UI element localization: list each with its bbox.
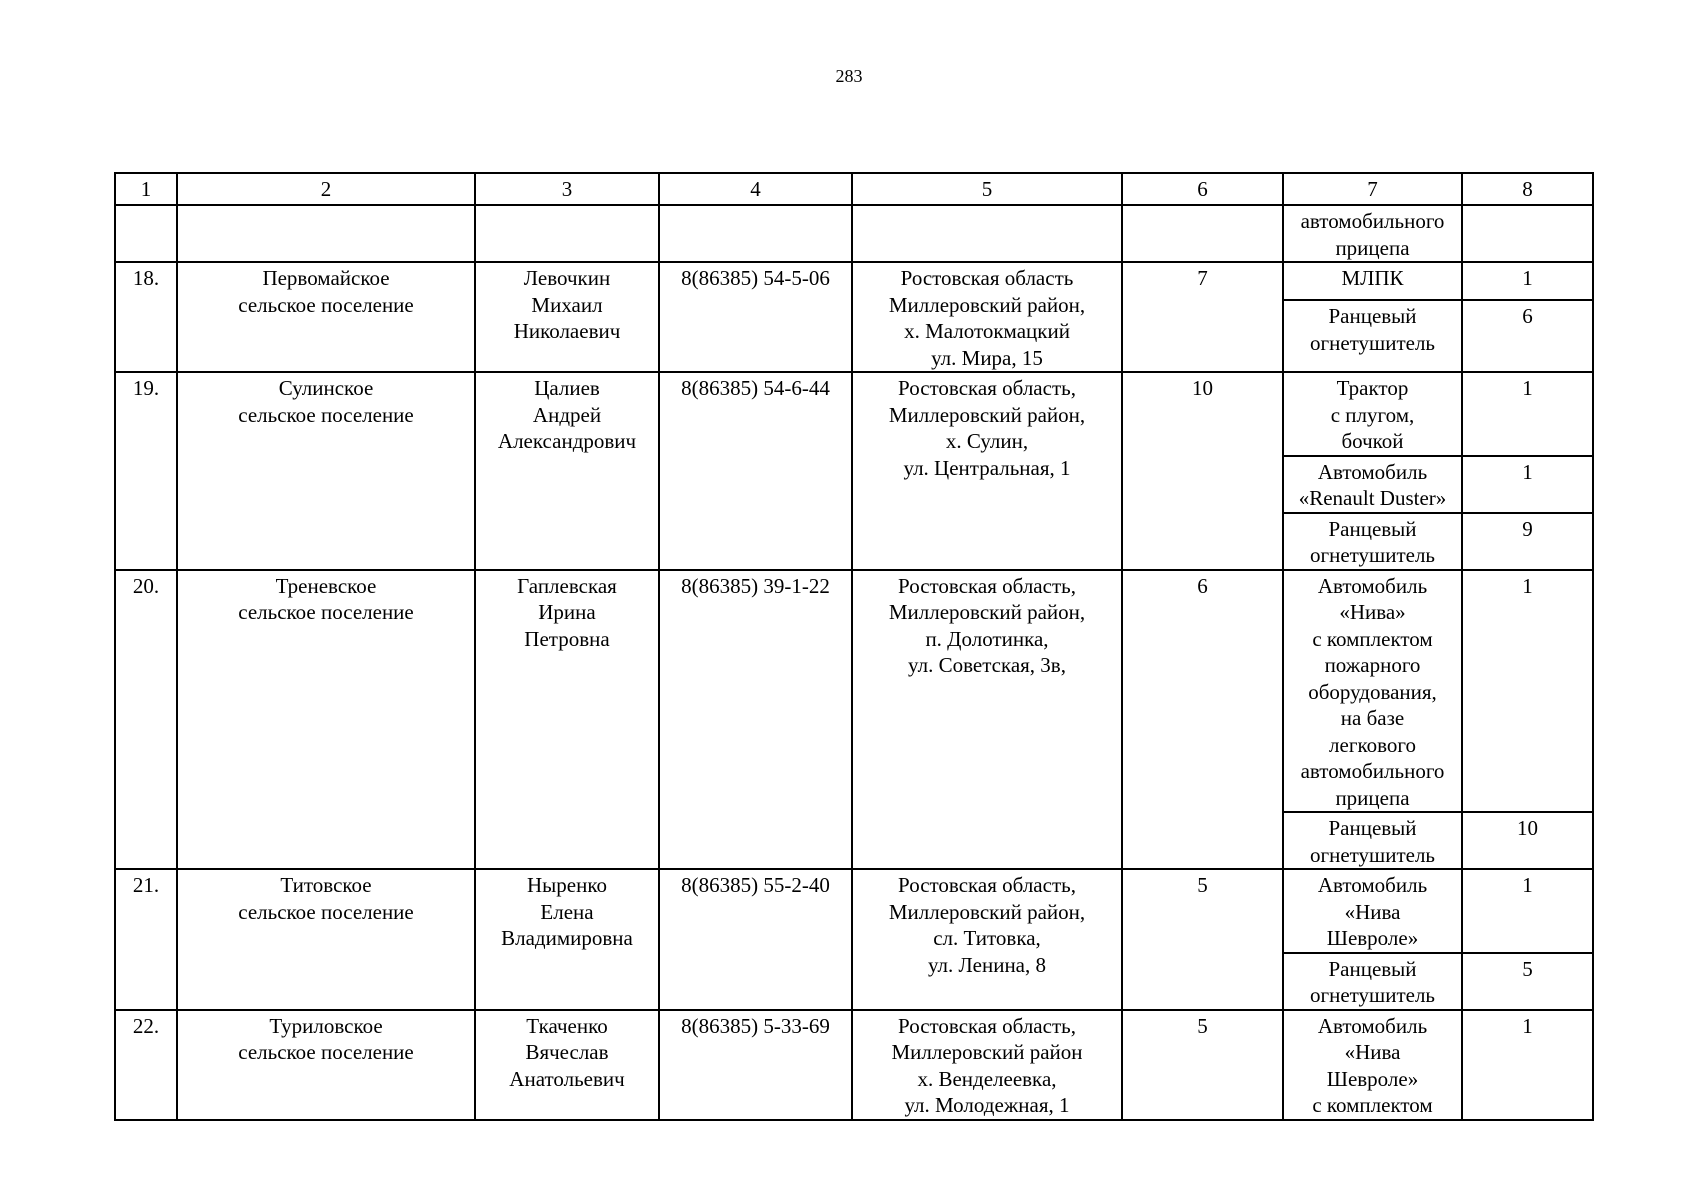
cell-line: Миллеровский район, (888, 402, 1086, 427)
cell-line: Туриловское (269, 1013, 383, 1038)
cell-line: автомобильного (1300, 759, 1445, 783)
count-cell (1122, 205, 1283, 262)
cell-text: 8(86385) 54-6-44 (681, 376, 830, 400)
phone-cell (659, 570, 852, 870)
cell-line: х. Малотокмацкий (904, 319, 1070, 343)
count-cell (1122, 1010, 1283, 1120)
equipment-qty-cell (1462, 953, 1593, 1010)
cell-line: «Нива (1344, 899, 1401, 924)
phone-cell (659, 869, 852, 1010)
head-name-cell (475, 372, 659, 570)
header-cell: 7 (1283, 173, 1462, 205)
cell-line: Анатольевич (509, 1066, 625, 1091)
cell-line: Автомобиль (1317, 873, 1428, 897)
cell-text: 6 (1522, 304, 1533, 329)
phone-cell (659, 372, 852, 570)
cell-line: ул. Ленина, 8 (927, 952, 1046, 977)
table-row (115, 372, 1593, 456)
equipment-name-cell (1283, 513, 1462, 570)
cell-line: Михаил (531, 292, 603, 317)
equipment-qty-cell (1462, 456, 1593, 513)
row-number-cell (115, 372, 177, 570)
row-number-cell (115, 570, 177, 870)
equipment-name-cell (1283, 570, 1462, 813)
cell-text: 1 (1522, 873, 1533, 897)
cell-line: Ткаченко (526, 1013, 608, 1038)
equipment-qty-cell (1462, 372, 1593, 456)
cell-line: «Нива (1344, 1040, 1401, 1064)
equipment-name-cell (1283, 262, 1462, 300)
table-row (115, 570, 1593, 813)
settlement-cell (177, 205, 475, 262)
cell-line: Миллеровский район, (888, 600, 1086, 624)
cell-text: 1 (1522, 459, 1533, 484)
cell-text: 8(86385) 5-33-69 (681, 1013, 830, 1038)
cell-line: прицепа (1335, 235, 1410, 260)
cell-line: Андрей (532, 402, 602, 427)
equipment-table (114, 172, 1594, 1121)
cell-line: ул. Центральная, 1 (903, 455, 1071, 480)
header-cell: 4 (659, 173, 852, 205)
cell-line: Гаплевская (517, 573, 617, 598)
cell-line: Цалиев (534, 376, 600, 400)
settlement-cell (177, 372, 475, 570)
cell-line: х. Сулин, (945, 429, 1029, 453)
cell-text: 7 (1197, 266, 1208, 290)
cell-text: 18. (132, 266, 160, 290)
cell-line: Сулинское (278, 376, 374, 400)
equipment-name-cell (1283, 300, 1462, 372)
cell-line: Левочкин (523, 266, 611, 290)
head-name-cell (475, 869, 659, 1010)
settlement-cell (177, 1010, 475, 1120)
cell-line: пожарного (1324, 653, 1421, 677)
cell-line: Вячеслав (525, 1040, 609, 1064)
cell-line: Ранцевый (1328, 956, 1417, 981)
cell-line: бочкой (1341, 429, 1404, 453)
equipment-name-cell (1283, 869, 1462, 953)
cell-line: сельское поселение (238, 402, 414, 427)
cell-text: 22. (132, 1013, 160, 1038)
cell-text: 8(86385) 55-2-40 (681, 873, 830, 897)
equipment-qty-cell (1462, 513, 1593, 570)
cell-line: Ранцевый (1328, 816, 1417, 840)
cell-line: огнетушитель (1309, 842, 1436, 867)
cell-text: 1 (1522, 376, 1533, 400)
address-cell (852, 262, 1122, 372)
equipment-name-cell (1283, 372, 1462, 456)
table-row (115, 262, 1593, 300)
cell-line: сельское поселение (238, 899, 414, 924)
cell-line: сл. Титовка, (933, 926, 1041, 950)
settlement-cell (177, 570, 475, 870)
equipment-qty-cell (1462, 1010, 1593, 1120)
row-number-cell (115, 262, 177, 372)
cell-text: 8(86385) 54-5-06 (681, 266, 830, 290)
header-cell: 6 (1122, 173, 1283, 205)
cell-line: Владимировна (501, 926, 633, 950)
address-cell (852, 1010, 1122, 1120)
head-name-cell (475, 570, 659, 870)
cell-text: 9 (1522, 516, 1533, 541)
equipment-qty-cell (1462, 262, 1593, 300)
cell-line: с комплектом (1312, 1093, 1433, 1117)
cell-line: Ростовская область (900, 266, 1074, 290)
page-number: 283 (835, 66, 863, 86)
equipment-name-cell (1283, 953, 1462, 1010)
cell-line: Александрович (497, 429, 637, 453)
address-cell (852, 570, 1122, 870)
cell-line: ул. Советская, 3в, (908, 653, 1066, 677)
header-row (115, 173, 1593, 205)
cell-line: Первомайское (262, 266, 390, 290)
cell-line: Титовское (280, 873, 372, 897)
cell-line: с комплектом (1312, 626, 1433, 651)
cell-line: МЛПК (1341, 266, 1404, 290)
cell-text: 8(86385) 39-1-22 (681, 573, 830, 598)
count-cell (1122, 869, 1283, 1010)
cell-text: 5 (1197, 1013, 1208, 1038)
cell-text: 1 (1522, 266, 1533, 290)
header-cell: 8 (1462, 173, 1593, 205)
head-name-cell (475, 205, 659, 262)
cell-line: «Нива» (1339, 600, 1406, 624)
cell-line: прицепа (1335, 785, 1410, 810)
cell-line: п. Долотинка, (925, 626, 1049, 651)
address-cell (852, 205, 1122, 262)
equipment-name-cell (1283, 205, 1462, 262)
cell-line: сельское поселение (238, 1040, 414, 1064)
equipment-qty-cell (1462, 812, 1593, 869)
equipment-qty-cell (1462, 570, 1593, 813)
cell-line: Треневское (275, 573, 377, 598)
cell-line: Шевроле» (1326, 926, 1419, 950)
cell-line: огнетушитель (1309, 543, 1436, 567)
cell-line: оборудования, (1308, 679, 1437, 704)
table-body (115, 173, 1593, 1120)
row-number-cell (115, 869, 177, 1010)
cell-line: Шевроле» (1326, 1066, 1419, 1091)
phone-cell (659, 205, 852, 262)
count-cell (1122, 262, 1283, 372)
settlement-cell (177, 262, 475, 372)
cell-line: ул. Мира, 15 (931, 345, 1043, 370)
equipment-name-cell (1283, 1010, 1462, 1120)
cell-line: сельское поселение (238, 600, 414, 624)
cell-text: 5 (1522, 956, 1533, 981)
equipment-qty-cell (1462, 300, 1593, 372)
cell-line: Ранцевый (1328, 516, 1417, 541)
cell-line: Николаевич (513, 319, 621, 343)
cell-text: 1 (1522, 573, 1533, 598)
cell-line: на базе (1340, 706, 1405, 730)
phone-cell (659, 262, 852, 372)
cell-text: 6 (1197, 573, 1208, 598)
cell-line: Ирина (538, 600, 596, 624)
equipment-qty-cell (1462, 205, 1593, 262)
cell-line: огнетушитель (1309, 330, 1436, 355)
header-cell: 3 (475, 173, 659, 205)
row-number-cell (115, 1010, 177, 1120)
equipment-name-cell (1283, 456, 1462, 513)
cell-line: Петровна (524, 626, 610, 651)
cell-text: 21. (132, 873, 160, 897)
cell-line: Автомобиль (1317, 573, 1428, 598)
row-number-cell (115, 205, 177, 262)
cell-line: легкового (1329, 732, 1416, 757)
cell-line: Елена (540, 899, 594, 924)
cell-line: Ростовская область, (898, 873, 1076, 897)
cell-line: с плугом, (1330, 402, 1415, 427)
settlement-cell (177, 869, 475, 1010)
cell-line: сельское поселение (238, 292, 414, 317)
cell-line: Миллеровский район, (888, 292, 1086, 317)
cell-line: Ростовская область, (898, 573, 1076, 598)
count-cell (1122, 570, 1283, 870)
header-cell: 5 (852, 173, 1122, 205)
equipment-qty-cell (1462, 869, 1593, 953)
cell-text: 19. (132, 376, 160, 400)
cell-line: ул. Молодежная, 1 (904, 1093, 1070, 1117)
head-name-cell (475, 262, 659, 372)
cell-line: Миллеровский район (891, 1040, 1083, 1064)
cell-line: Автомобиль (1317, 459, 1428, 484)
cell-line: огнетушитель (1309, 983, 1436, 1007)
cell-text: 10 (1192, 376, 1213, 400)
phone-cell (659, 1010, 852, 1120)
cell-text: 20. (132, 573, 160, 598)
address-cell (852, 869, 1122, 1010)
header-cell: 2 (177, 173, 475, 205)
cell-line: Трактор (1336, 376, 1409, 400)
cell-text: 1 (1522, 1013, 1533, 1038)
cell-line: Ныренко (527, 873, 607, 897)
head-name-cell (475, 1010, 659, 1120)
cell-line: Ранцевый (1328, 304, 1417, 329)
cell-line: х. Венделеевка, (917, 1066, 1057, 1091)
table-row (115, 205, 1593, 262)
count-cell (1122, 372, 1283, 570)
cell-line: Ростовская область, (898, 376, 1076, 400)
cell-text: 5 (1197, 873, 1208, 897)
cell-text: 10 (1517, 816, 1538, 840)
cell-line: «Renault Duster» (1298, 486, 1447, 510)
header-cell: 1 (115, 173, 177, 205)
table-row (115, 869, 1593, 953)
table-row (115, 1010, 1593, 1120)
cell-line: автомобильного (1300, 209, 1445, 233)
address-cell (852, 372, 1122, 570)
cell-line: Автомобиль (1317, 1013, 1428, 1038)
cell-line: Ростовская область, (898, 1013, 1076, 1038)
equipment-name-cell (1283, 812, 1462, 869)
cell-line: Миллеровский район, (888, 899, 1086, 924)
